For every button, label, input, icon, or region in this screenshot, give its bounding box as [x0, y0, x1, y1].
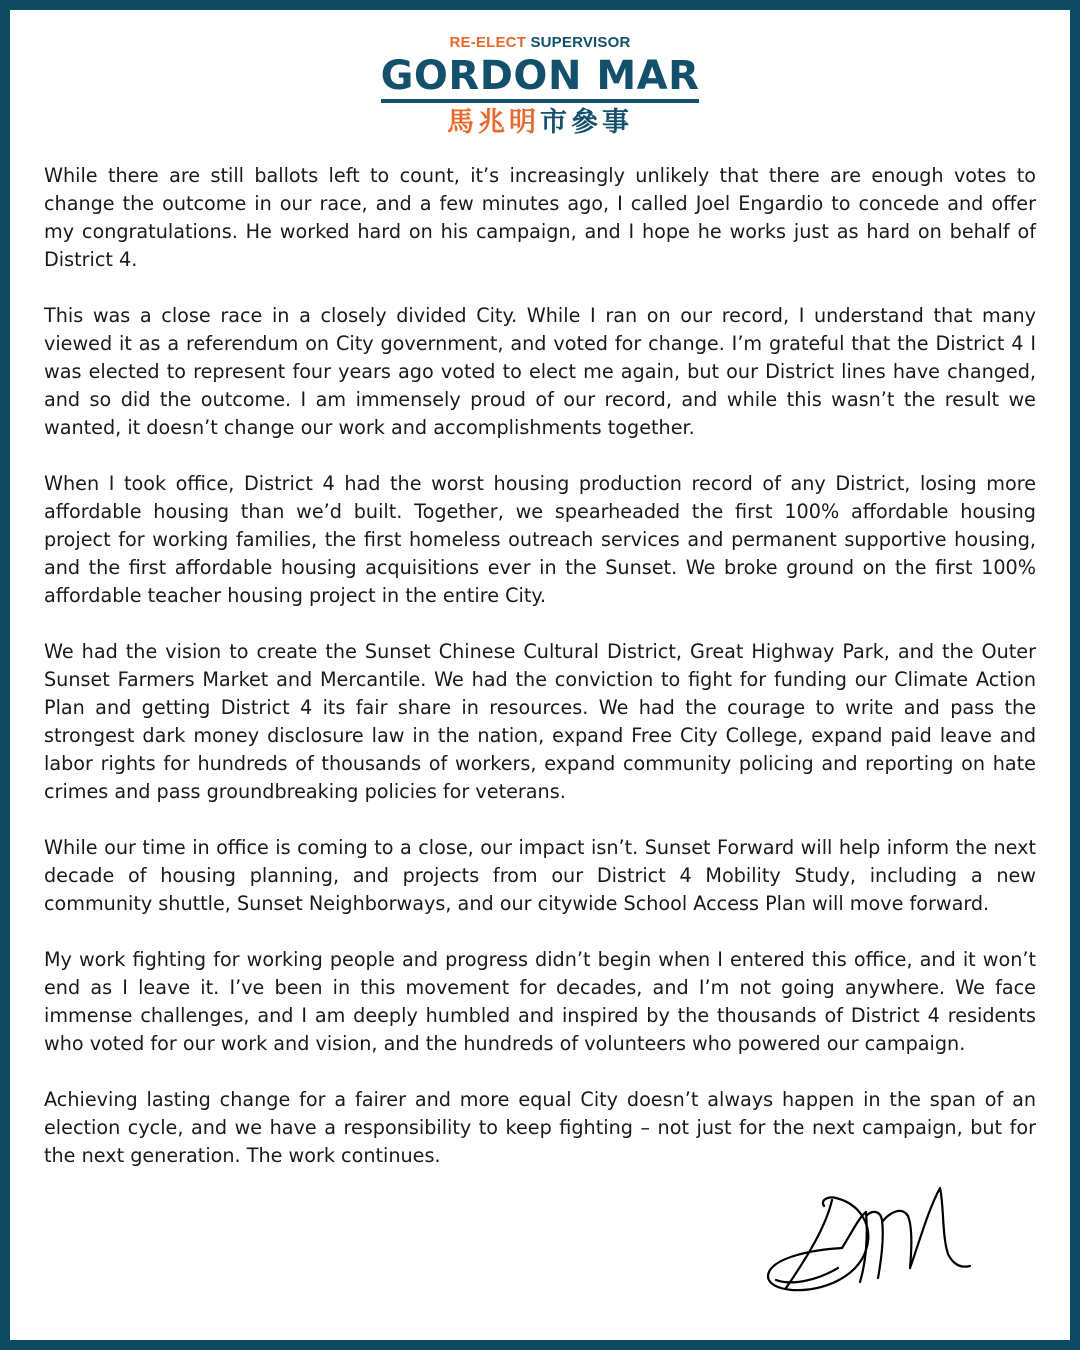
logo-name-underline [381, 54, 700, 103]
logo-kicker-reelect: RE-ELECT [449, 34, 527, 51]
campaign-logo [10, 34, 1070, 139]
paragraph-4: We had the vision to create the Sunset Chinese Cultural District, Great Highway Park, and the Outer Sunset Farmers Market and Mercantile. We had the conviction to fight for funding our Climate Action Plan and getting District 4 its fair share in resources. We had the courage to write and pass the strongest dark money disclosure law in the nation, expand Free City College, expand paid leave and labor rights for hundreds of thousands of workers, expand community policing and reporting on hate crimes and pass groundbreaking policies for veterans. [44, 640, 1036, 803]
paragraph-6: My work fighting for working people and progress didn’t begin when I entered this office, and it won’t end as I leave it. I’ve been in this movement for decades, and I’m not going anywhere. We face immense challenges, and I am deeply humbled and inspired by the thousands of District 4 residents who voted for our work and vision, and the hundreds of volunteers who powered our campaign. [44, 948, 1036, 1055]
paragraph-3: When I took office, District 4 had the worst housing production record of any District, losing more affordable housing than we’d built. Together, we spearheaded the first 100% affordable housing project for working families, the first homeless outreach services and permanent supportive housing, and the first affordable housing acquisitions ever in the Sunset. We broke ground on the first 100% affordable teacher housing project in the entire City. [44, 472, 1036, 607]
paragraph-1: While there are still ballots left to count, it’s increasingly unlikely that there are enough votes to change the outcome in our race, and a few minutes ago, I called Joel Engardio to concede and offer my congratulations. He worked hard on his campaign, and I hope he works just as hard on behalf of District 4. [44, 164, 1036, 271]
logo-kicker [10, 34, 1070, 52]
logo-candidate-name: GORDON MAR [380, 53, 700, 99]
statement-page [10, 10, 1070, 1340]
paragraph-2: This was a close race in a closely divided City. While I ran on our record, I understand that many viewed it as a referendum on City government, and voted for change. I’m grateful that the District 4 I was elected to represent four years ago voted to elect me again, but our District lines have changed, and so did the outcome. I am immensely proud of our record, and while this wasn’t the result we wanted, it doesn’t change our work and accomplishments together. [44, 304, 1036, 439]
paragraph-7: Achieving lasting change for a fairer and more equal City doesn’t always happen in the span of an election cycle, and we have a responsibility to keep fighting – not just for the next campaign, but for the next generation. The work continues. [44, 1088, 1036, 1167]
statement-body [44, 162, 1036, 1198]
logo-chinese-title-part: 市參事 [540, 107, 633, 138]
logo-chinese-name [10, 107, 1070, 139]
handwritten-signature [762, 1176, 972, 1296]
paragraph-5: While our time in office is coming to a close, our impact isn’t. Sunset Forward will help inform the next decade of housing planning, and projects from our District 4 Mobility Study, including a new community shuttle, Sunset Neighborways, and our citywide School Access Plan will move forward. [44, 836, 1036, 915]
logo-chinese-name-part: 馬兆明 [447, 107, 540, 138]
logo-kicker-supervisor: SUPERVISOR [530, 34, 631, 51]
